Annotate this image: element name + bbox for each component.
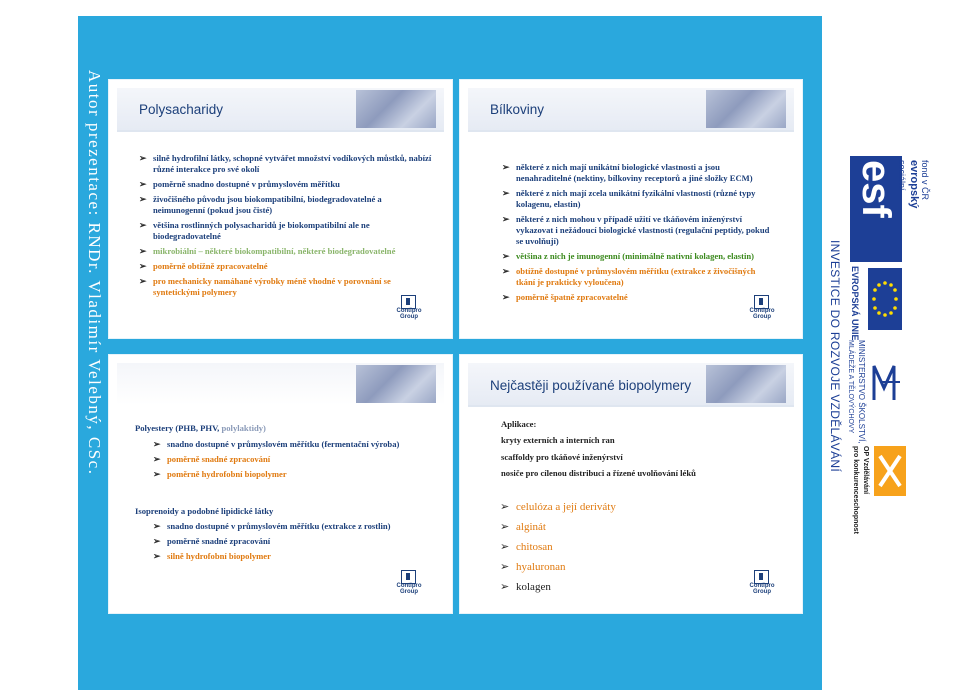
arrow-bullet-icon: ➢ [500,561,510,573]
list-item: ➢ některé z nich mají unikátní biologické vlastnosti a jsou nenahraditelné (nektiny, bílkoviny receptorů a jiné složky ECM) [502,162,753,183]
arrow-bullet-icon: ➢ [500,521,510,533]
ministry-line: MINISTERSTVO ŠKOLSTVÍ, [857,340,866,444]
eu-stars-icon [868,268,902,330]
contipro-mark-icon [754,295,769,309]
list-item: ➢ většina z nich je imunogenní (minimálně nativní kolagen, elastin) [502,251,755,261]
list-item: ➢ poměrně špatně zpracovatelné [502,292,628,302]
contipro-logo: Contipro Group [750,570,772,594]
author-label: Autor prezentace: RNDr. Vladimír Velebný, CSc. [85,70,104,476]
esf-word: evropský [908,160,920,209]
slide-polyesters [109,355,452,613]
contipro-mark-icon [754,570,769,584]
list-item: ➢ silně hydrofilní látky, schopné vytvářet množství vodíkových můstků, nabízí různé interakce pro své okolí [139,153,432,174]
arrow-bullet-icon: ➢ [153,551,161,561]
list-item: ➢ snadno dostupné v průmyslovém měřítku (fermentační výroba) [153,439,400,449]
arrow-bullet-icon: ➢ [502,188,510,198]
slide-proteins [460,80,802,338]
list-item: ➢ chitosan [500,541,553,553]
esf-text: esf [854,160,898,218]
applications-label: Aplikace: [501,419,537,429]
arrow-bullet-icon: ➢ [139,261,147,271]
slide-title: Nejčastěji používané biopolymery [490,378,692,393]
title-band [117,363,444,405]
arrow-bullet-icon: ➢ [502,214,510,224]
list-item: ➢ kolagen [500,581,551,593]
arrow-bullet-icon: ➢ [153,469,161,479]
list-item: ➢ poměrně hydrofobní biopolymer [153,469,287,479]
list-item: ➢ některé z nich mohou v případě užití ve tkáňovém inženýrství vykazovat i nežádoucí biologické vlastnosti (regulační peptidy, pokud se uvolňují) [502,214,770,246]
op-line: OP Vzdělávání [862,446,869,495]
bullet-list [153,439,438,484]
arrow-bullet-icon: ➢ [153,536,161,546]
arrow-bullet-icon: ➢ [500,501,510,513]
arrow-bullet-icon: ➢ [502,266,510,276]
eu-flag [868,268,902,330]
list-item: ➢ poměrně obtížně zpracovatelné [139,261,268,271]
arrow-bullet-icon: ➢ [502,251,510,261]
contipro-logo: Contipro Group [397,570,419,594]
arrow-bullet-icon: ➢ [153,454,161,464]
eu-label: EVROPSKÁ UNIE [850,266,860,341]
list-item: ➢ pro mechanicky namáhané výrobky méně vhodné v porovnání se syntetickými polymery [139,276,391,297]
contipro-mark-icon [401,570,416,584]
op-logo-icon [874,446,906,496]
esf-word: sociální [897,160,907,191]
arrow-bullet-icon: ➢ [139,153,147,163]
arrow-bullet-icon: ➢ [500,541,510,553]
slide-polysaccharides [109,80,452,338]
contipro-logo: Contipro Group [397,295,419,319]
esf-logo [850,156,930,262]
arrow-bullet-icon: ➢ [502,162,510,172]
arrow-bullet-icon: ➢ [153,521,161,531]
application-item: kryty externích a interních ran [501,435,615,445]
list-item: ➢ alginát [500,521,546,533]
arrow-bullet-icon: ➢ [500,581,510,593]
section-heading: Polyestery (PHB, PHV, polylaktidy) [135,423,266,433]
list-item: ➢ živočišného původu jsou biokompatibilní, biodegradovatelné a neimunogenní (pokud jsou čisté) [139,194,382,215]
list-item: ➢ poměrně snadné zpracování [153,536,271,546]
title-decoration [706,365,786,403]
title-decoration [356,365,436,403]
list-item: ➢ hyaluronan [500,561,566,573]
title-decoration [706,90,786,128]
ministry-line: MLÁDEŽE A TĚLOVÝCHOVY [847,340,854,434]
bullet-list [502,162,772,307]
arrow-bullet-icon: ➢ [139,220,147,230]
esf-word: fond v ČR [920,160,930,201]
arrow-bullet-icon: ➢ [139,179,147,189]
arrow-bullet-icon: ➢ [153,439,161,449]
op-line: pro konkurenceschopnost [852,446,859,534]
section-heading: Isoprenoidy a podobné lipidické látky [135,506,274,516]
list-item: ➢ některé z nich mají zcela unikátní fyzikální vlastnosti (různé typy kolagenu, elastin) [502,188,756,209]
arrow-bullet-icon: ➢ [502,292,510,302]
application-item: scaffoldy pro tkáňové inženýrství [501,452,623,462]
contipro-mark-icon [401,295,416,309]
arrow-bullet-icon: ➢ [139,246,147,256]
slide-biopolymers [460,355,802,613]
list-item: ➢ většina rostlinných polysacharidů je biokompatibilní ale ne biodegradovatelné [139,220,370,241]
application-item: nosiče pro cílenou distribuci a řízené uvolňování léků [501,468,696,478]
list-item: ➢ celulóza a její deriváty [500,501,616,513]
slide-title: Bílkoviny [490,102,545,117]
bullet-list [153,521,438,566]
sponsor-panel [822,0,959,697]
list-item: ➢ mikrobiální – některé biokompatibilní, některé biodegradovatelné [139,246,396,256]
arrow-bullet-icon: ➢ [139,194,147,204]
investment-slogan: INVESTICE DO ROZVOJE VZDĚLÁVÁNÍ [828,240,842,473]
list-item: ➢ obtížně dostupné v průmyslovém měřítku (extrakce z živočišných tkání je prakticky vyloučena) [502,266,756,287]
list-item: ➢ snadno dostupné v průmyslovém měřítku (extrakce z rostlin) [153,521,391,531]
list-item: ➢ poměrně snadné zpracování [153,454,271,464]
slide-title: Polysacharidy [139,102,224,117]
left-margin [0,0,78,697]
contipro-logo: Contipro Group [750,295,772,319]
polymer-list [500,500,760,600]
arrow-bullet-icon: ➢ [139,276,147,286]
title-decoration [356,90,436,128]
list-item: ➢ silně hydrofobní biopolymer [153,551,271,561]
bullet-list [139,153,434,302]
list-item: ➢ poměrně snadno dostupné v průmyslovém měřítku [139,179,340,189]
msmt-logo-icon [870,360,904,406]
